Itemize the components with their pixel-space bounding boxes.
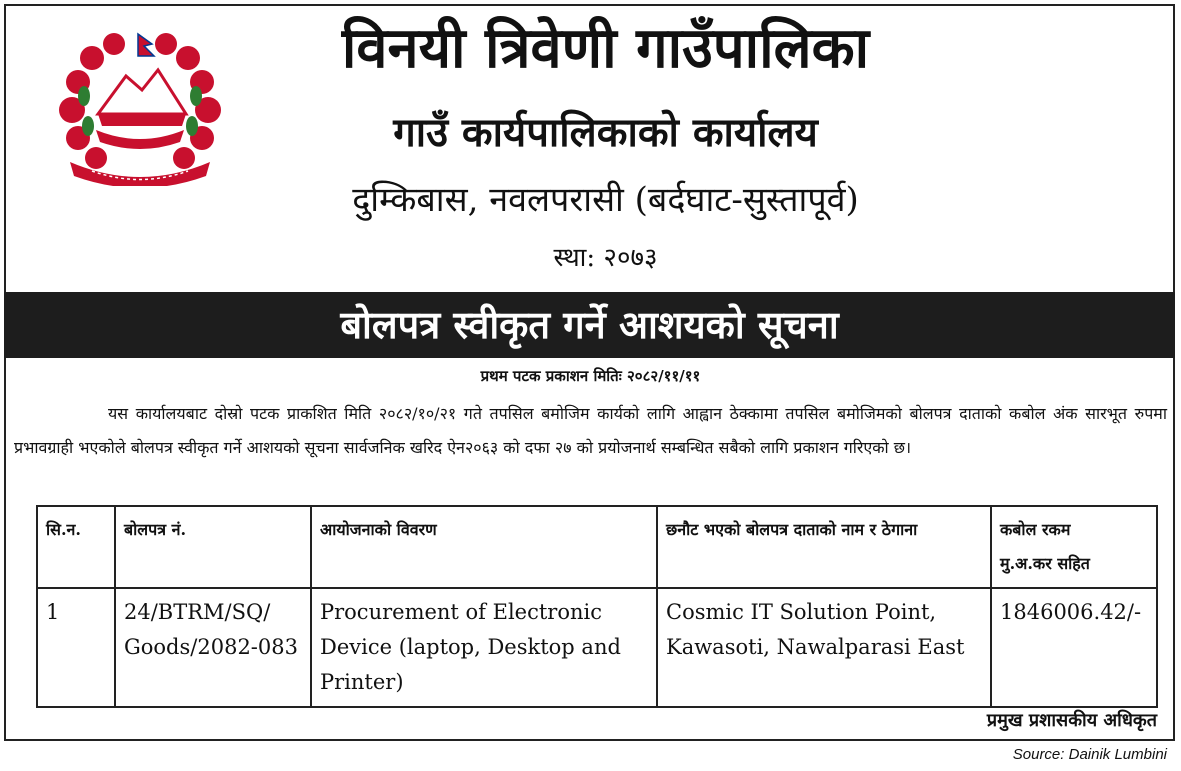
signature-title: प्रमुख प्रशासकीय अधिकृत — [986, 710, 1157, 731]
cell-bid-no-line1: 24/BTRM/SQ/ — [124, 600, 271, 624]
header-bid-no: बोलपत्र नं. — [115, 506, 311, 588]
established-year: स्था: २०७३ — [553, 243, 658, 273]
cell-bid-no — [115, 588, 311, 707]
header-amount-line2: मु.अ.कर सहित — [1000, 554, 1090, 573]
cell-bid-no-line2: Goods/2082-083 — [124, 635, 298, 659]
table-header-row — [37, 506, 1157, 588]
cell-amount: 1846006.42/- — [991, 588, 1157, 707]
header-bidder: छनौट भएको बोलपत्र दाताको नाम र ठेगाना — [657, 506, 991, 588]
header-sn: सि.न. — [37, 506, 115, 588]
cell-bidder: Cosmic IT Solution Point, Kawasoti, Nawalparasi East — [657, 588, 991, 707]
municipality-name: विनयी त्रिवेणी गाउँपालिका — [341, 15, 870, 81]
cell-sn: 1 — [37, 588, 115, 707]
publication-date: प्रथम पटक प्रकाशन मितिः २०८२/११/११ — [480, 367, 701, 385]
source-credit: Source: Dainik Lumbini — [1012, 746, 1167, 763]
office-name: गाउँ कार्यपालिकाको कार्यालय — [393, 109, 818, 156]
header-amount — [991, 506, 1157, 588]
notice-body-text: यस कार्यालयबाट दोस्रो पटक प्राकशित मिति २०८२/१०/२१ गते तपसिल बमोजिम कार्यको लागि आह्वान ठेक्कामा तपसिल बमोजिमको बोलपत्र दाताको कबोल अंक सारभूत रुपमा प्रभावग्राही भएकोले बोलपत्र स्वीकृत गर्ने आशयको सूचना सार्वजनिक खरिद ऐन२०६३ को दफा २७ को प्रयोजनार्थ सम्बन्धित सबैको लागि प्रकाशन गरिएको छ। — [14, 404, 1167, 457]
nepal-emblem-icon — [52, 30, 228, 186]
tender-table — [36, 505, 1158, 708]
header-description: आयोजनाको विवरण — [311, 506, 657, 588]
notice-title: बोलपत्र स्वीकृत गर्ने आशयको सूचना — [4, 292, 1175, 358]
office-address: दुम्किबास, नवलपरासी (बर्दघाट-सुस्तापूर्व) — [352, 180, 859, 220]
table-row — [37, 588, 1157, 707]
header-amount-line1: कबोल रकम — [1000, 520, 1071, 539]
cell-description: Procurement of Electronic Device (laptop, Desktop and Printer) — [311, 588, 657, 707]
notice-body — [14, 397, 1167, 465]
